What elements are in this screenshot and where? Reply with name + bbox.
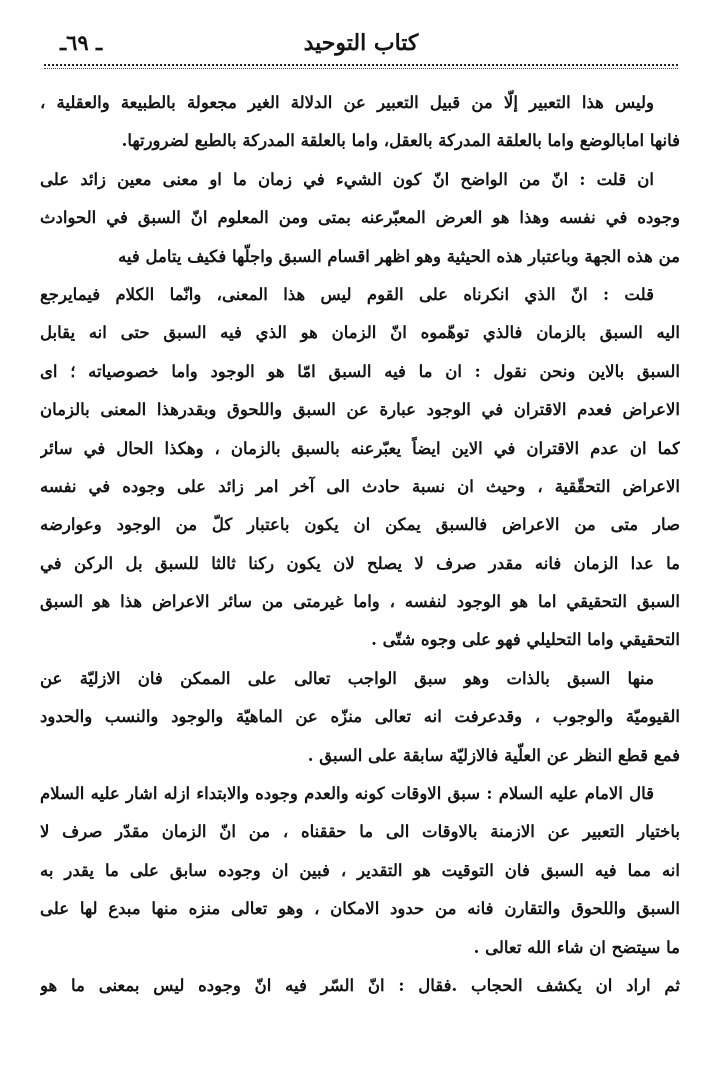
text-line: كما ان عدم الاقتران في الاين ايضاً يعبّرعنه بالسبق بالزمان ، وهكذا الحال في سائر bbox=[40, 438, 680, 458]
text-line: السبق واللحوق والتقارن فانه من حدود الامكان ، وهو تعالى منزه منها مبدع لها على bbox=[40, 899, 680, 919]
page-number: ـ ٦٩ـ bbox=[60, 30, 103, 55]
text-line: فمع قطع النظر عن العلّية فالازليّة سابقة على السبق . bbox=[307, 745, 680, 765]
text-line: ثم اراد ان يكشف الحجاب .فقال : انّ السّر فيه انّ وجوده ليس بمعنى ما هو bbox=[40, 975, 680, 995]
text-line: وليس هذا التعبير إلّا من قبيل التعبير عن الدلالة الغير مجعولة بالطبيعة والعقلية ، bbox=[40, 93, 654, 112]
text-line: الاعراض التحقّقية ، وحيث ان نسبة حادث الى آخر امر زائد على وجوده في نفسه bbox=[40, 476, 680, 496]
text-line: فانها امابالوضع واما بالعلقة المدركة بالعقل، واما بالعلقة المدركة بالطبع لضرورتها. bbox=[121, 131, 680, 151]
text-line: قلت : انّ الذي انكرناه على القوم ليس هذا المعنى، وانّما الكلام فيمايرجع bbox=[40, 284, 654, 304]
text-line: منها السبق بالذات وهو سبق الواجب تعالى على الممكن فان الازليّة عن bbox=[40, 668, 654, 688]
text-line: التحقيقي واما التحليلي فهو على وجوه شتّى . bbox=[371, 630, 680, 650]
text-line: وجوده في نفسه وهذا هو العرض المعبّرعنه بمتى ومن المعلوم انّ السبق في الحوادث bbox=[40, 208, 680, 228]
text-line: ان قلت : انّ من الواضح انّ كون الشيء في زمان ما او معنى معين زائد على bbox=[40, 169, 654, 189]
text-line: ما سيتضح ان شاء الله تعالى . bbox=[473, 937, 680, 957]
header-divider bbox=[44, 64, 678, 66]
text-line: القيوميّة والوجوب ، وقدعرفت انه تعالى منزّه عن الماهيّة والوجود والنسب والحدود bbox=[40, 707, 680, 727]
text-line: السبق التحقيقي اما هو الوجود لنفسه ، واما غيرمتى من سائر الاعراض هذا هو السبق bbox=[40, 592, 680, 612]
page-header bbox=[44, 28, 678, 64]
body-text bbox=[40, 84, 680, 1005]
text-line: الاعراض فعدم الاقتران في الوجود عبارة عن السبق واللحوق وبقدرهذا المعنى بالزمان bbox=[40, 400, 680, 420]
text-line: اليه السبق بالزمان فالذي توهّموه انّ الزمان هو الذي فيه السبق حتى انه يقابل bbox=[40, 323, 680, 343]
text-line: صار متى من الاعراض فالسبق يمكن ان يكون باعتبار كلّ من الوجود وعوارضه bbox=[40, 515, 680, 535]
text-line: باختيار التعبير عن الازمنة بالاوقات الى ما حققناه ، من انّ الزمان مقدّر صرف لا bbox=[40, 822, 680, 842]
text-line: قال الامام عليه السلام : سبق الاوقات كونه والعدم وجوده والابتداء ازله اشار عليه السلام bbox=[40, 784, 654, 804]
text-line: انه مما فيه السبق فان التوقيت هو التقدير ، فبين ان وجوده سابق على ما يقدر به bbox=[40, 860, 680, 880]
text-line: من هذه الجهة وباعتبار هذه الحيثية وهو اظهر اقسام السبق واجلّها فكيف يتامل فيه bbox=[118, 246, 680, 266]
header-divider-secondary bbox=[44, 68, 678, 69]
text-line: السبق بالاين ونحن نقول : ان ما فيه السبق امّا هو الوجود واما خصوصياته ؛ اى bbox=[40, 361, 680, 381]
book-title: كتاب التوحيد bbox=[303, 30, 419, 56]
text-line: ما عدا الزمان فانه مقدر صرف لا يصلح لان يكون ركنا ثالثا للسبق بل الركن في bbox=[40, 553, 680, 573]
